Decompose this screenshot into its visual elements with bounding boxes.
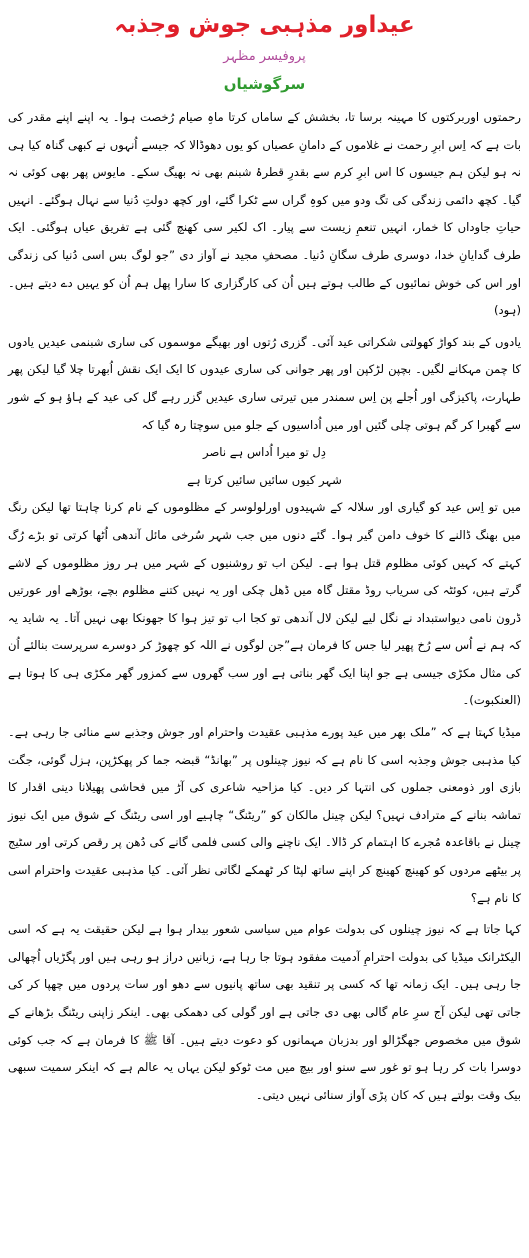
author-name: پروفیسر مظہر bbox=[223, 49, 306, 64]
couplet-line-2: شہر کیوں سائیں سائیں کرتا ہے bbox=[187, 472, 342, 487]
paragraph-5: کہا جاتا ہے کہ نیوز چینلوں کی بدولت عوام میں سیاسی شعور بیدار ہوا ہے لیکن حقیقت یہ ہے کہ اسی الیکٹرانک میڈیا کی بدولت احترامِ آدمیت مفقود ہوتا جا رہا ہے، زبانیں دراز ہو رہی ہیں اور پگڑیاں اُچھالی جا رہی ہیں۔ ایک زمانہ تھا کہ کسی پر تنقید بھی ساتھ پانیوں سے دھو اور سات پردوں میں چھپا کر کی جاتی تھی لیکن آج سرِ عام گالی بھی دی جاتی ہے اور گولی کی دھمکی بھی۔ اینکر زاپنی ریٹنگ بڑھانے کے شوق میں مخصوص جھگڑالو اور بدزبان مہمانوں کو دعوت دیتے ہیں۔ آقا ﷺ کا فرمان ہے کہ جب کوئی دوسرا بات کر رہا ہو تو غور سے سنو اور بیچ میں مت ٹوکو لیکن یہاں یہ عالم ہے کہ اینکر سمیت سبھی بیک وقت بولتے ہیں کہ کان پڑی آواز سنائی نہیں دیتی۔ bbox=[8, 922, 521, 1102]
paragraph-3: میں تو اِس عید کو گیاری اور سلالہ کے شہیدوں اورلولوسر کے مظلوموں کے نام کرنا چاہتا تھا لیکن رنگ میں بھنگ ڈالنے کا خوف دامن گیر ہوا۔ گئے دنوں میں جب شہر سُرخی مائل آندھی اُٹھا کرتی تو بڑے رُگ کہتے کہ کہیں کوئی مظلوم قتل ہوا ہے۔ لیکن اب تو روشنیوں کے شہر میں ہر روز مظلوموں کے لاشے گرتے ہیں، کوئٹہ کی سریاب روڈ مقتل گاہ میں ڈھل چکی اور یہ نہیں کتنے مظلوم بچے، بوڑھے اور عورتیں ڈرون نامی دیواستبداد نے نگل لیے لیکن لال آندھی تو کجا اب تو تیز ہوا کا جھونکا بھی نہیں آتا۔ یہ شاید یہ کہ ہم نے اُس سے رُخ پھیر لیا جس کا فرمان ہے”جن لوگوں نے اللہ کو چھوڑ کر دوسرے سرپرست بنالئے اُن کی مثال مکڑی جیسی ہے جو اپنا ایک گھر بناتی ہے اور سب گھروں سے کمزور گھر مکڑی ہی کا ہوتا ہے (العنکبوت)۔ bbox=[8, 500, 521, 708]
column-name: سرگوشیاں bbox=[223, 75, 306, 93]
paragraph-4: میڈیا کہتا ہے کہ ”ملک بھر میں عید پورے مذہبی عقیدت واحترام اور جوش وجذبے سے منائی جا رہی ہے۔ کیا مذہبی جوش وجذبہ اسی کا نام ہے کہ نیوز چینلوں پر ”بھانڈ“ قبضہ جما کر پھکڑپن، ہزل گوئی، جگت بازی اور ذومعنی جملوں کی انتہا کر دیں۔ کیا مزاحیہ شاعری کی آڑ میں فحاشی پھیلانا دینی اقدار کا تماشہ بنانے کے مترادف نہیں؟ لیکن چینل مالکان کو ”ریٹنگ“ چاہیے اور اسی ریٹنگ کے شوق میں ایک نیوز چینل نے باقاعدہ مُجرے کا اہتمام کر ڈالا۔ ایک ناچنے والی کسی فلمی گانے کی دُھن پر رقص کرتی اور سٹیج پر بیٹھے مردوں کو کھینچ کھینچ کر اپنے ساتھ لپٹا کر ٹھمکے لگاتی نظر آئی۔ کیا مذہبی عقیدت واحترام اسی کا نام ہے؟ bbox=[8, 725, 521, 905]
couplet-line-1: دِل تو میرا اُداس ہے ناصر bbox=[203, 445, 326, 460]
paragraph-1: رحمتوں اوربرکتوں کا مہینہ برسا تا، بخشش کے ساماں کرتا ماہِ صیام رُخصت ہوا۔ یہ اپنے اپنے مقدر کی بات ہے کہ اِس ابرِ رحمت نے غلاموں کے دامانِ عصیاں کو یوں دھوڈالا کہ جیسے اُنہوں نے کبھی گناہ کیا ہی نہ ہو لیکن ہم جیسوں کا اس ابرِ کرم سے بقدرِ قطرۂ شبنم بھی نہ بھیگ سکے۔ مایوس پھر بھی کوئی نہ گیا۔ کچھ دائمی زندگی کی تگ ودو میں کوہِ گراں سے ٹکرا گئے، اور کچھ دولتِ دُنیا سے نہال ہوگئے۔ انہیں حیاتِ جاوداں کا خمار، انہیں تنعمِ زیست سے پیار۔ اک لکیر سی کھنچ گئی ہے تفریق عیاں ہوگئی۔ ایک طرف گدایانِ خدا، دوسری طرف سگانِ دُنیا۔ مصحفِ مجید نے آواز دی ”جو لوگ بس اسی دُنیا کی زندگی اور اس کی خوش نمائیوں کے طالب ہوتے ہیں اُن کی کارگزاری کا سارا پھل ہم اُن کو یہیں دے دیتے ہیں۔(ہود) bbox=[8, 110, 521, 318]
article-title: عیداور مذہبی جوش وجذبہ bbox=[114, 12, 415, 38]
paragraph-2: یادوں کے بند کواڑ کھولتی شکراتی عید آئی۔ گزری رُتوں اور بھیگے موسموں کی ساری شبنمی عیدیں یادوں کا چمن مہکانے لگیں۔ بچپن لڑکپن اور پھر جوانی کی ساری عیدوں کا ایک ایک نقش اُبھرتا چلا گیا لیکن پھر طہارت، پاکیزگی اور اُجلے پن اِس سمندر میں تیرتی ساری عیدیں گزر رہے گل کی عید کے ہاؤ ہو کے شور سے گھبرا کر گم ہوتی چلی گئیں اور میں اُداسیوں کے جلو میں سوچتا رہ گیا کہ bbox=[8, 334, 521, 432]
